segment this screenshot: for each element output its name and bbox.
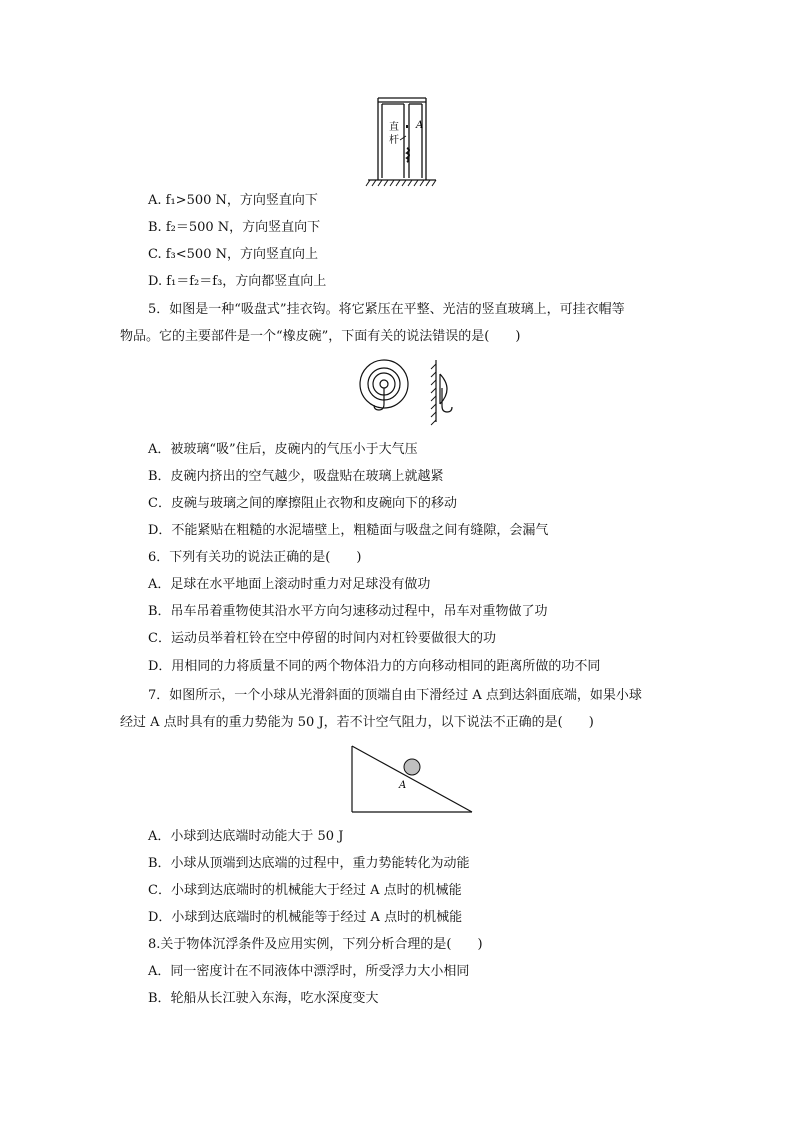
point-a-label: A: [416, 120, 424, 131]
q7-option-c: C．小球到达底端时的机械能大于经过 A 点时的机械能: [148, 883, 462, 898]
q6-option-b: B．吊车吊着重物使其沿水平方向匀速移动过程中，吊车对重物做了功: [148, 604, 548, 619]
rod-label-top: 直: [389, 122, 399, 133]
incline-point-a-label: A: [399, 780, 407, 791]
q5-option-d: D．不能紧贴在粗糙的水泥墙壁上，粗糙面与吸盘之间有缝隙，会漏气: [148, 523, 549, 538]
q5-stem-line1: 5．如图是一种“吸盘式”挂衣钩。将它紧压在平整、光洁的竖直玻璃上，可挂衣帽等: [148, 302, 625, 317]
incline-figure: [348, 744, 476, 816]
rod-label-bottom: 杆: [389, 135, 399, 146]
suction-hook-figure: [356, 358, 466, 424]
q8-stem: 8.关于物体沉浮条件及应用实例，下列分析合理的是( ): [148, 937, 483, 952]
q5-stem-line2: 物品。它的主要部件是一个“橡皮碗”，下面有关的说法错误的是( ): [120, 329, 521, 344]
q7-stem-line2: 经过 A 点时具有的重力势能为 50 J，若不计空气阻力，以下说法不正确的是( ): [120, 715, 594, 730]
q4-option-a: A. f₁>500 N，方向竖直向下: [148, 193, 318, 208]
q6-stem: 6．下列有关功的说法正确的是( ): [148, 550, 362, 565]
q8-option-b: B．轮船从长江驶入东海，吃水深度变大: [148, 991, 379, 1006]
q6-option-d: D．用相同的力将质量不同的两个物体沿力的方向移动相同的距离所做的功不同: [148, 659, 601, 674]
q7-option-b: B．小球从顶端到达底端的过程中，重力势能转化为动能: [148, 856, 470, 871]
q5-option-a: A．被玻璃“吸”住后，皮碗内的气压小于大气压: [148, 442, 418, 457]
q7-option-d: D．小球到达底端时的机械能等于经过 A 点时的机械能: [148, 910, 463, 925]
pole-figure: [366, 96, 438, 188]
q6-option-a: A．足球在水平地面上滚动时重力对足球没有做功: [148, 577, 431, 592]
q5-option-c: C．皮碗与玻璃之间的摩擦阻止衣物和皮碗向下的移动: [148, 496, 457, 511]
q4-option-b: B. f₂＝500 N，方向竖直向下: [148, 220, 321, 235]
q4-option-d: D. f₁＝f₂＝f₃，方向都竖直向上: [148, 274, 327, 289]
q8-option-a: A．同一密度计在不同液体中漂浮时，所受浮力大小相同: [148, 964, 470, 979]
q4-option-c: C. f₃<500 N，方向竖直向上: [148, 247, 318, 262]
q5-option-b: B．皮碗内挤出的空气越少，吸盘贴在玻璃上就越紧: [148, 469, 444, 484]
q7-stem-line1: 7．如图所示，一个小球从光滑斜面的顶端自由下滑经过 A 点到达斜面底端，如果小球: [148, 688, 642, 703]
q7-option-a: A．小球到达底端时动能大于 50 J: [148, 829, 344, 844]
q6-option-c: C．运动员举着杠铃在空中停留的时间内对杠铃要做很大的功: [148, 631, 496, 646]
